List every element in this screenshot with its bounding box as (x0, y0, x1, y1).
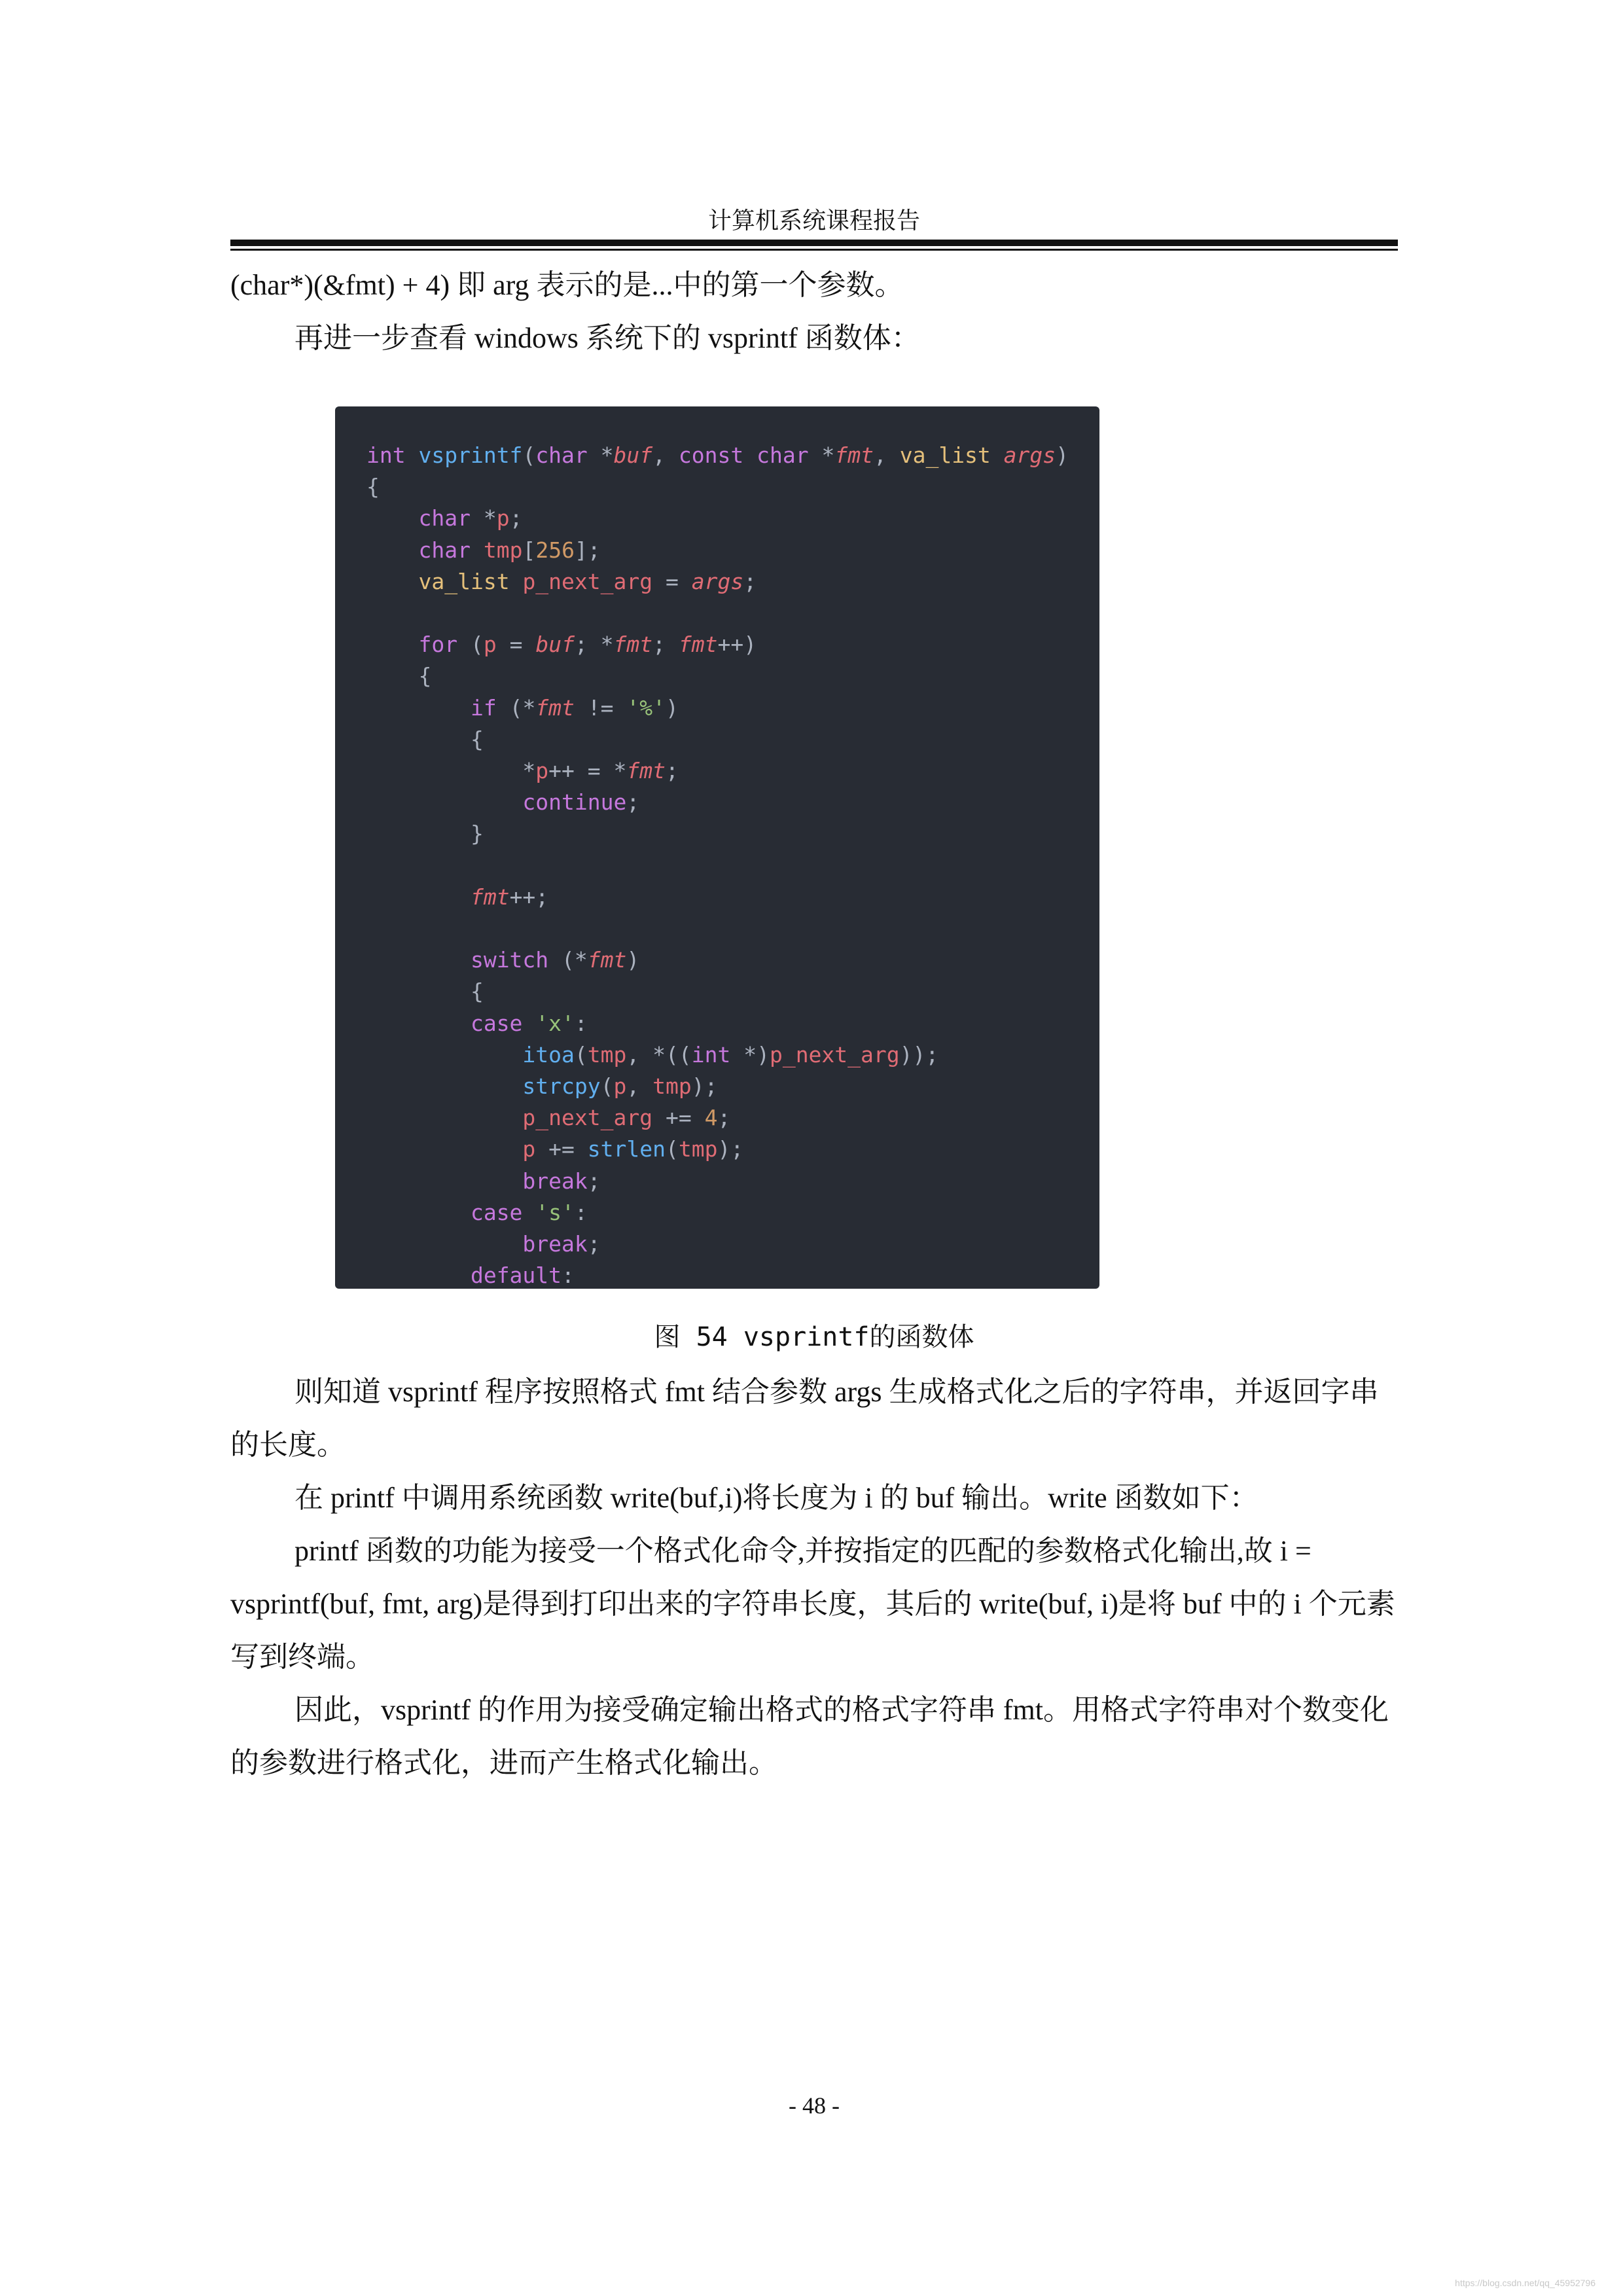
paragraph-write-call: 在 printf 中调用系统函数 write(buf,i)将长度为 i 的 buf 输出。write 函数如下： (294, 1482, 1258, 1514)
code-line: { (366, 663, 432, 689)
code-line: break; (522, 1168, 601, 1194)
code-line: { (366, 978, 484, 1005)
paragraph-conclusion: 因此，vsprintf 的作用为接受确定输出格式的格式字符串 fmt。用格式字符串对个数变化的参数进行格式化，进而产生格式化输出。 (230, 1694, 1389, 1779)
header-rule-thick (230, 240, 1398, 246)
code-block-vsprintf (335, 406, 1099, 1289)
paragraph-arg-explanation: (char*)(&fmt) + 4) 即 arg 表示的是...中的第一个参数。 (230, 269, 904, 301)
code-line: int vsprintf(char *buf, const char *fmt, va_list args) (366, 442, 1069, 468)
code-line: for (p = buf; *fmt; fmt++) (418, 632, 757, 658)
page-header-title: 计算机系统课程报告 (707, 207, 920, 234)
code-line: { (366, 474, 380, 500)
code-line: *p++ = *fmt; (366, 758, 679, 784)
page-number: - 48 - (789, 2092, 840, 2119)
code-line: case 's': (470, 1199, 588, 1225)
code-line: fmt++; (470, 884, 549, 910)
code-line: switch (*fmt) (470, 947, 640, 973)
header-rule-thin (230, 249, 1398, 251)
code-line: } (366, 821, 484, 847)
code-listing (335, 406, 1099, 1289)
code-line: { (366, 726, 484, 752)
code-line: strcpy(p, tmp); (522, 1073, 718, 1100)
code-line: case 'x': (470, 1010, 588, 1036)
code-content (366, 442, 1069, 1288)
paragraph-vsprintf-summary: 则知道 vsprintf 程序按照格式 fmt 结合参数 args 生成格式化之后的字符串，并返回字串的长度。 (230, 1376, 1379, 1461)
code-line: p += strlen(tmp); (522, 1136, 744, 1162)
code-line: default: (470, 1263, 575, 1289)
code-line: itoa(tmp, *((int *)p_next_arg)); (522, 1041, 939, 1067)
code-line: va_list p_next_arg = args; (418, 568, 757, 594)
code-line: break; (522, 1231, 601, 1257)
code-line: char *p; (418, 505, 523, 531)
figure-caption: 图 54 vsprintf的函数体 (654, 1322, 974, 1352)
code-line: char tmp[256]; (418, 537, 601, 563)
paragraph-windows-vsprintf-intro: 再进一步查看 windows 系统下的 vsprintf 函数体： (294, 322, 920, 354)
code-line: p_next_arg += 4; (522, 1105, 731, 1131)
code-line: if (*fmt != '%') (470, 694, 679, 721)
code-line: continue; (522, 789, 640, 816)
watermark: https://blog.csdn.net/qq_45952796 (1455, 2278, 1596, 2288)
paragraph-printf-function: printf 函数的功能为接受一个格式化命令,并按指定的匹配的参数格式化输出,故 i = vsprintf(buf, fmt, arg)是得到打印出来的字符串长度，其后的 write(buf, i)是将 buf 中的 i 个元素写到终端。 (230, 1535, 1395, 1673)
